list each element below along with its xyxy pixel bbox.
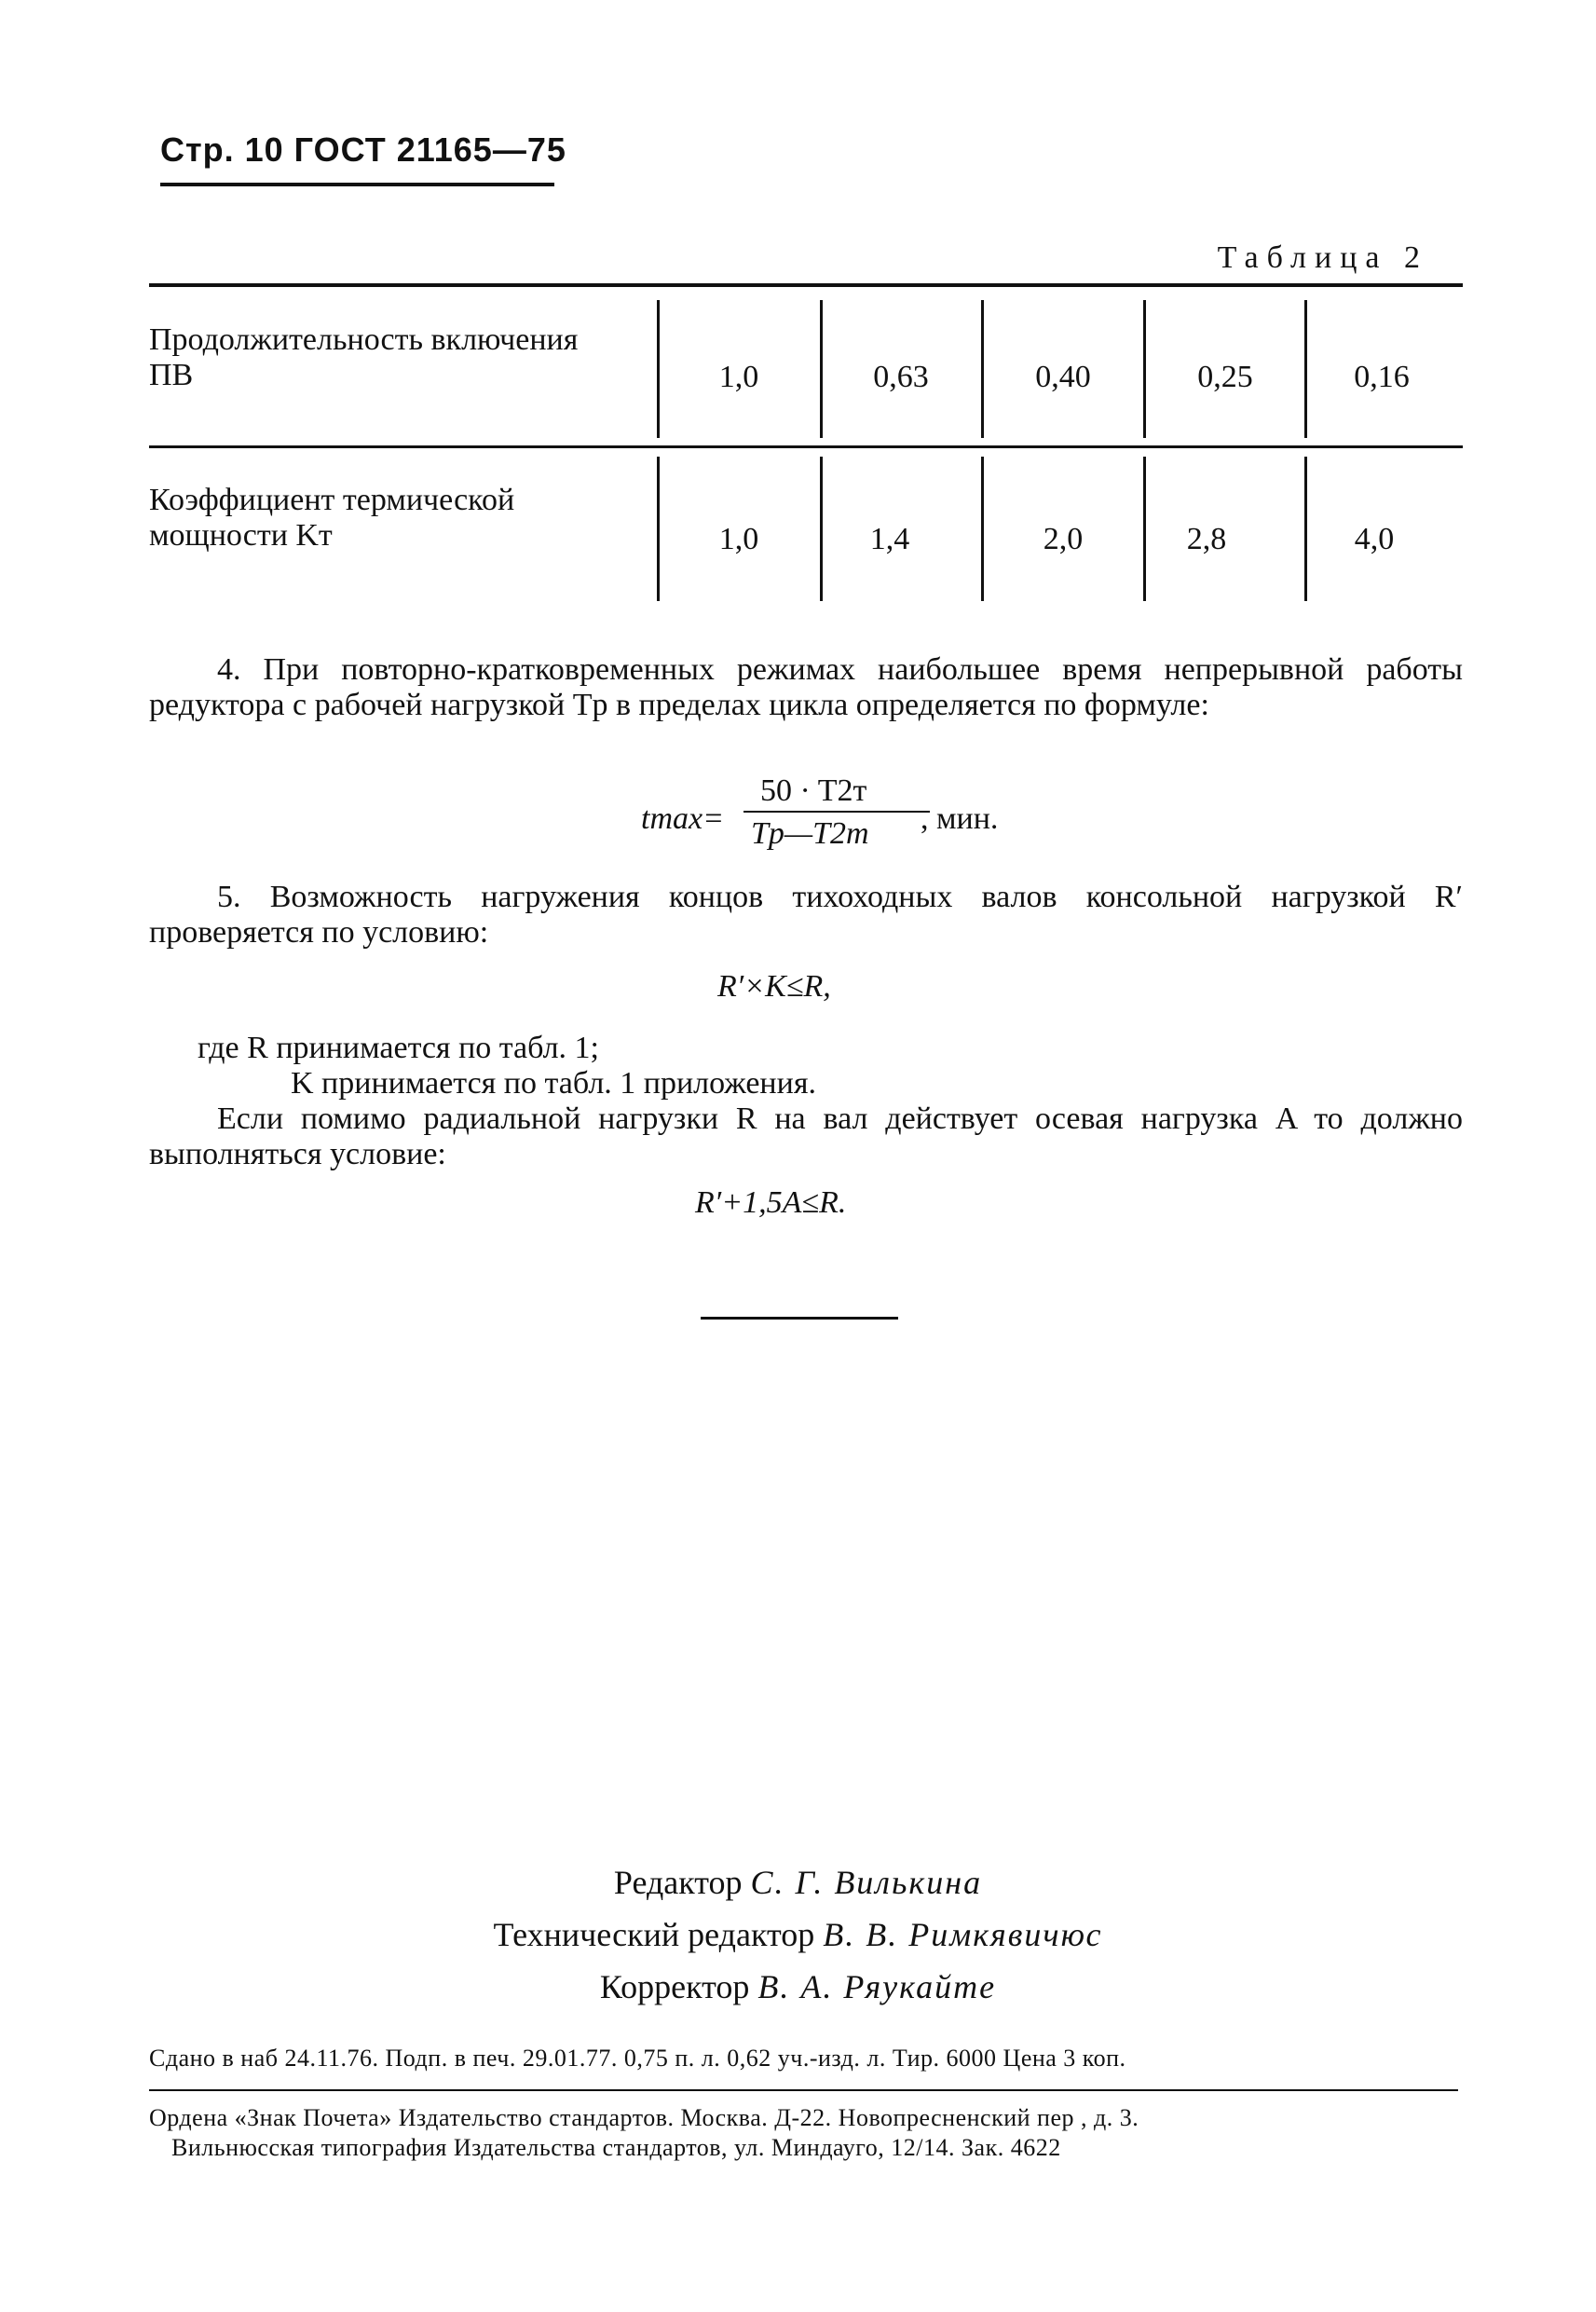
imprint-line-2: Ордена «Знак Почета» Издательство стандартов. Москва. Д-22. Новопресненский пер , д. 3. bbox=[149, 2104, 1139, 2131]
table-title: Таблица 2 bbox=[1217, 240, 1428, 275]
paragraph-5: 5. Возможность нагружения концов тихоходных валов консольной нагрузкой R′ проверяется по условию: bbox=[149, 880, 1463, 950]
formula-numerator: 50 · T2т bbox=[760, 773, 867, 808]
corrector-line bbox=[0, 1961, 1596, 2013]
paragraph-4: 4. При повторно-кратковременных режимах наибольшее время непрерывной работы редуктора с рабочей нагрузкой Tр в пределах цикла определяется по формуле: bbox=[149, 652, 1463, 722]
formula-condition-1: R′×K≤R, bbox=[717, 969, 831, 1004]
header-underline bbox=[160, 183, 554, 186]
editor-role: Редактор bbox=[613, 1864, 743, 1901]
tech-editor-role: Технический редактор bbox=[493, 1916, 815, 1953]
formula-condition-2: R′+1,5A≤R. bbox=[695, 1185, 847, 1220]
table-col-divider bbox=[657, 457, 660, 601]
tech-editor-line bbox=[0, 1908, 1596, 1961]
table-cell: 1,0 bbox=[718, 360, 759, 394]
table-cell: 2,8 bbox=[1186, 522, 1227, 556]
where-line-2: K принимается по табл. 1 приложения. bbox=[291, 1066, 816, 1101]
table-col-divider bbox=[820, 300, 823, 438]
imprint-rule bbox=[149, 2089, 1458, 2091]
editor-line bbox=[0, 1856, 1596, 1908]
table-col-divider bbox=[657, 300, 660, 438]
editor-name: С. Г. Вилькина bbox=[750, 1864, 983, 1901]
section-separator bbox=[701, 1317, 898, 1320]
table-cell: 0,63 bbox=[873, 360, 929, 394]
fraction-bar bbox=[743, 811, 930, 813]
table-row-label: Продолжительность включения ПВ bbox=[149, 322, 579, 392]
table-cell: 1,0 bbox=[718, 522, 759, 556]
page-header: Стр. 10 ГОСТ 21165—75 bbox=[160, 130, 566, 169]
table-row-label: Коэффициент термической мощности Kт bbox=[149, 483, 515, 553]
table-col-divider bbox=[981, 457, 984, 601]
table-cell: 0,25 bbox=[1197, 360, 1253, 394]
where-line-1: где R принимается по табл. 1; bbox=[198, 1031, 599, 1065]
table-top-rule bbox=[149, 283, 1463, 287]
table-col-divider bbox=[1304, 300, 1307, 438]
tech-editor-name: В. В. Римкявичюс bbox=[823, 1916, 1103, 1953]
formula-unit: , мин. bbox=[921, 801, 999, 836]
formula-denominator: Tр—T2т bbox=[751, 816, 869, 851]
table-col-divider bbox=[981, 300, 984, 438]
formula-lhs: tmax= bbox=[641, 801, 725, 836]
imprint-line-3: Вильнюсская типография Издательства стандартов, ул. Миндауго, 12/14. Зак. 4622 bbox=[171, 2134, 1061, 2161]
table-cell: 4,0 bbox=[1354, 522, 1395, 556]
corrector-role: Корректор bbox=[599, 1968, 750, 2005]
paragraph-6: Если помимо радиальной нагрузки R на вал действует осевая нагрузка A то должно выполняться условие: bbox=[149, 1101, 1463, 1171]
table-mid-rule bbox=[149, 445, 1463, 448]
table-col-divider bbox=[1143, 300, 1146, 438]
table-cell: 1,4 bbox=[869, 522, 910, 556]
table-cell: 2,0 bbox=[1043, 522, 1084, 556]
table-cell: 0,40 bbox=[1035, 360, 1091, 394]
formula-tmax bbox=[641, 773, 1032, 857]
table-cell: 0,16 bbox=[1354, 360, 1410, 394]
imprint-line-1: Сдано в наб 24.11.76. Подп. в печ. 29.01.77. 0,75 п. л. 0,62 уч.-изд. л. Тир. 6000 Цена 3 коп. bbox=[149, 2045, 1126, 2072]
corrector-name: В. А. Ряукайте bbox=[757, 1968, 997, 2005]
